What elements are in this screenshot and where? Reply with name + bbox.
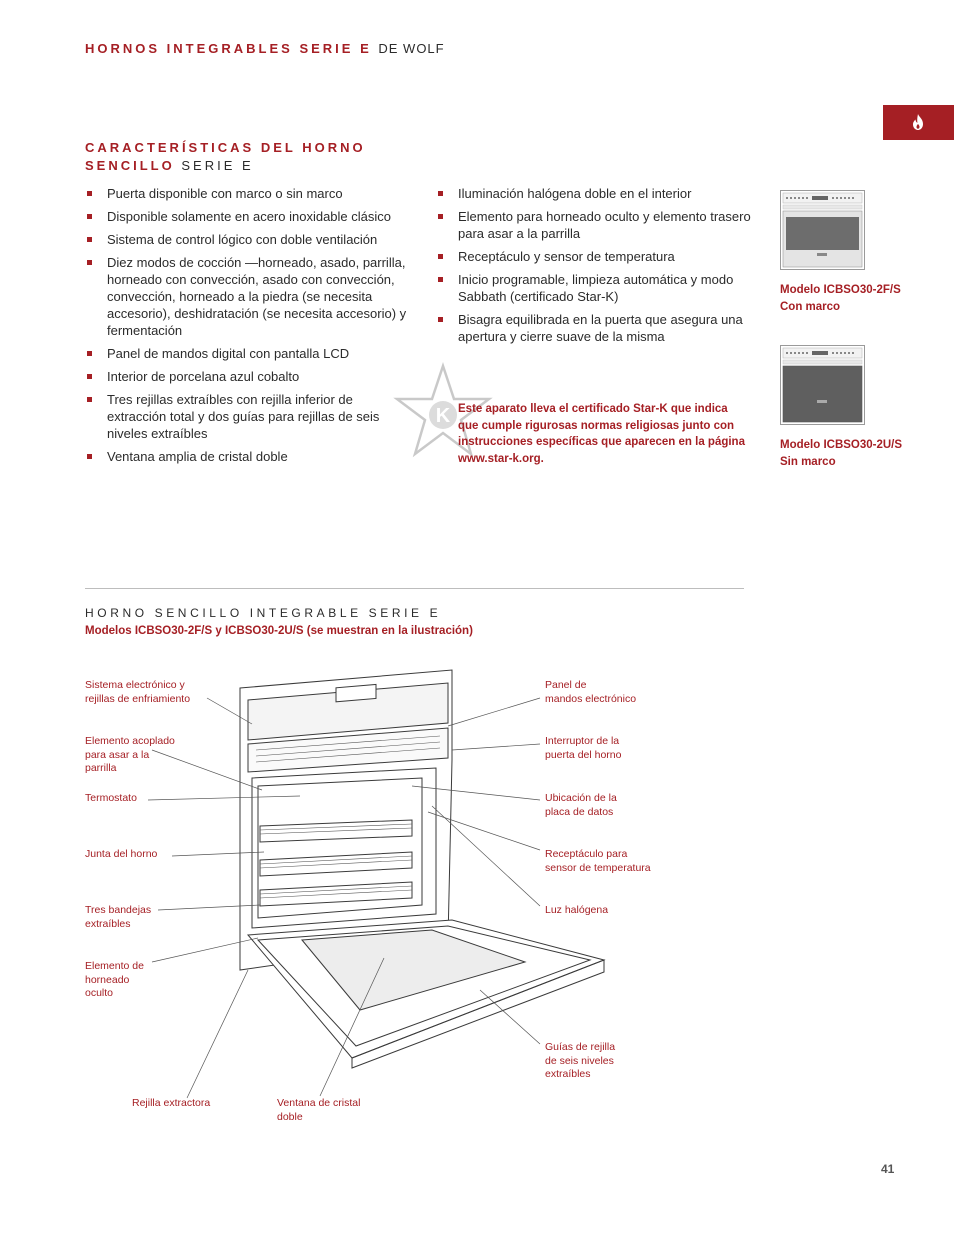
feature-item: Ventana amplia de cristal doble (85, 448, 415, 465)
features-title-line1: CARACTERÍSTICAS DEL HORNO (85, 140, 366, 155)
feature-item: Disponible solamente en acero inoxidable clásico (85, 208, 415, 225)
diagram-label-halogen-light: Luz halógena (545, 904, 609, 916)
diagram-subtitle: Modelos ICBSO30-2F/S y ICBSO30-2U/S (se muestran en la ilustración) (85, 625, 473, 637)
diagram-label-double-glass: Ventana de cristal doble (277, 1097, 361, 1123)
diagram-label-data-plate: Ubicación de la placa de datos (545, 792, 617, 818)
feature-item: Inicio programable, limpieza automática y modo Sabbath (certificado Star-K) (436, 271, 756, 305)
feature-item: Diez modos de cocción —horneado, asado, parrilla, horneado con convección, asado con convección, convección, horneado a la piedra (se necesita accesorio), deshidratación (se necesita accesorio) y fermentación (85, 254, 415, 339)
diagram-title: HORNO SENCILLO INTEGRABLE SERIE E (85, 606, 442, 620)
diagram-label-probe-receptacle: Receptáculo para sensor de temperatura (545, 848, 651, 874)
diagram-label-oven-gasket: Junta del horno (85, 848, 158, 860)
diagram-label-control-panel: Panel de mandos electrónico (545, 679, 637, 705)
model-name: Modelo ICBSO30-2F/S (780, 284, 901, 296)
feature-item: Bisagra equilibrada en la puerta que asegura una apertura y cierre suave de la misma (436, 311, 756, 345)
feature-item: Tres rejillas extraíbles con rejilla inferior de extracción total y dos guías para rejillas de seis niveles extraíbles (85, 391, 415, 442)
diagram-label-extractor-rack: Rejilla extractora (132, 1097, 211, 1109)
model-variant: Sin marco (780, 455, 836, 468)
model-variant: Con marco (780, 300, 841, 313)
feature-item: Sistema de control lógico con doble ventilación (85, 231, 415, 248)
page-number: 41 (881, 1162, 895, 1176)
star-k-letter: K (435, 405, 451, 427)
star-k-note: Este aparato lleva el certificado Star-K que indica que cumple rigurosas normas religiosas junto con instrucciones específicas que aparecen en la página www.star-k.org. (458, 403, 745, 465)
features-title-bold: SENCILLO (85, 158, 175, 173)
diagram-label-broil-element: Elemento acoplado para asar a la parrilla (85, 735, 175, 774)
diagram-label-cooling-system: Sistema electrónico y rejillas de enfriamiento (85, 679, 191, 705)
diagram-label-hidden-bake: Elemento de horneado oculto (85, 960, 144, 999)
model-name: Modelo ICBSO30-2U/S (780, 439, 903, 451)
header-title: HORNOS INTEGRABLES SERIE E (85, 41, 372, 56)
diagram-label-racks: Tres bandejas extraíbles (85, 904, 152, 930)
diagram-label-rack-guides: Guías de rejilla de seis niveles extraíbles (545, 1041, 616, 1080)
features-title-thin: SERIE E (181, 158, 254, 173)
feature-item: Receptáculo y sensor de temperatura (436, 248, 756, 265)
diagram-label-thermostat: Termostato (85, 792, 137, 804)
feature-item: Interior de porcelana azul cobalto (85, 368, 415, 385)
feature-item: Elemento para horneado oculto y elemento trasero para asar a la parrilla (436, 208, 756, 242)
feature-item: Panel de mandos digital con pantalla LCD (85, 345, 415, 362)
feature-item: Puerta disponible con marco o sin marco (85, 185, 415, 202)
diagram-label-door-switch: Interruptor de la puerta del horno (545, 735, 622, 761)
feature-item: Iluminación halógena doble en el interior (436, 185, 756, 202)
header-brand: DE WOLF (378, 41, 445, 56)
